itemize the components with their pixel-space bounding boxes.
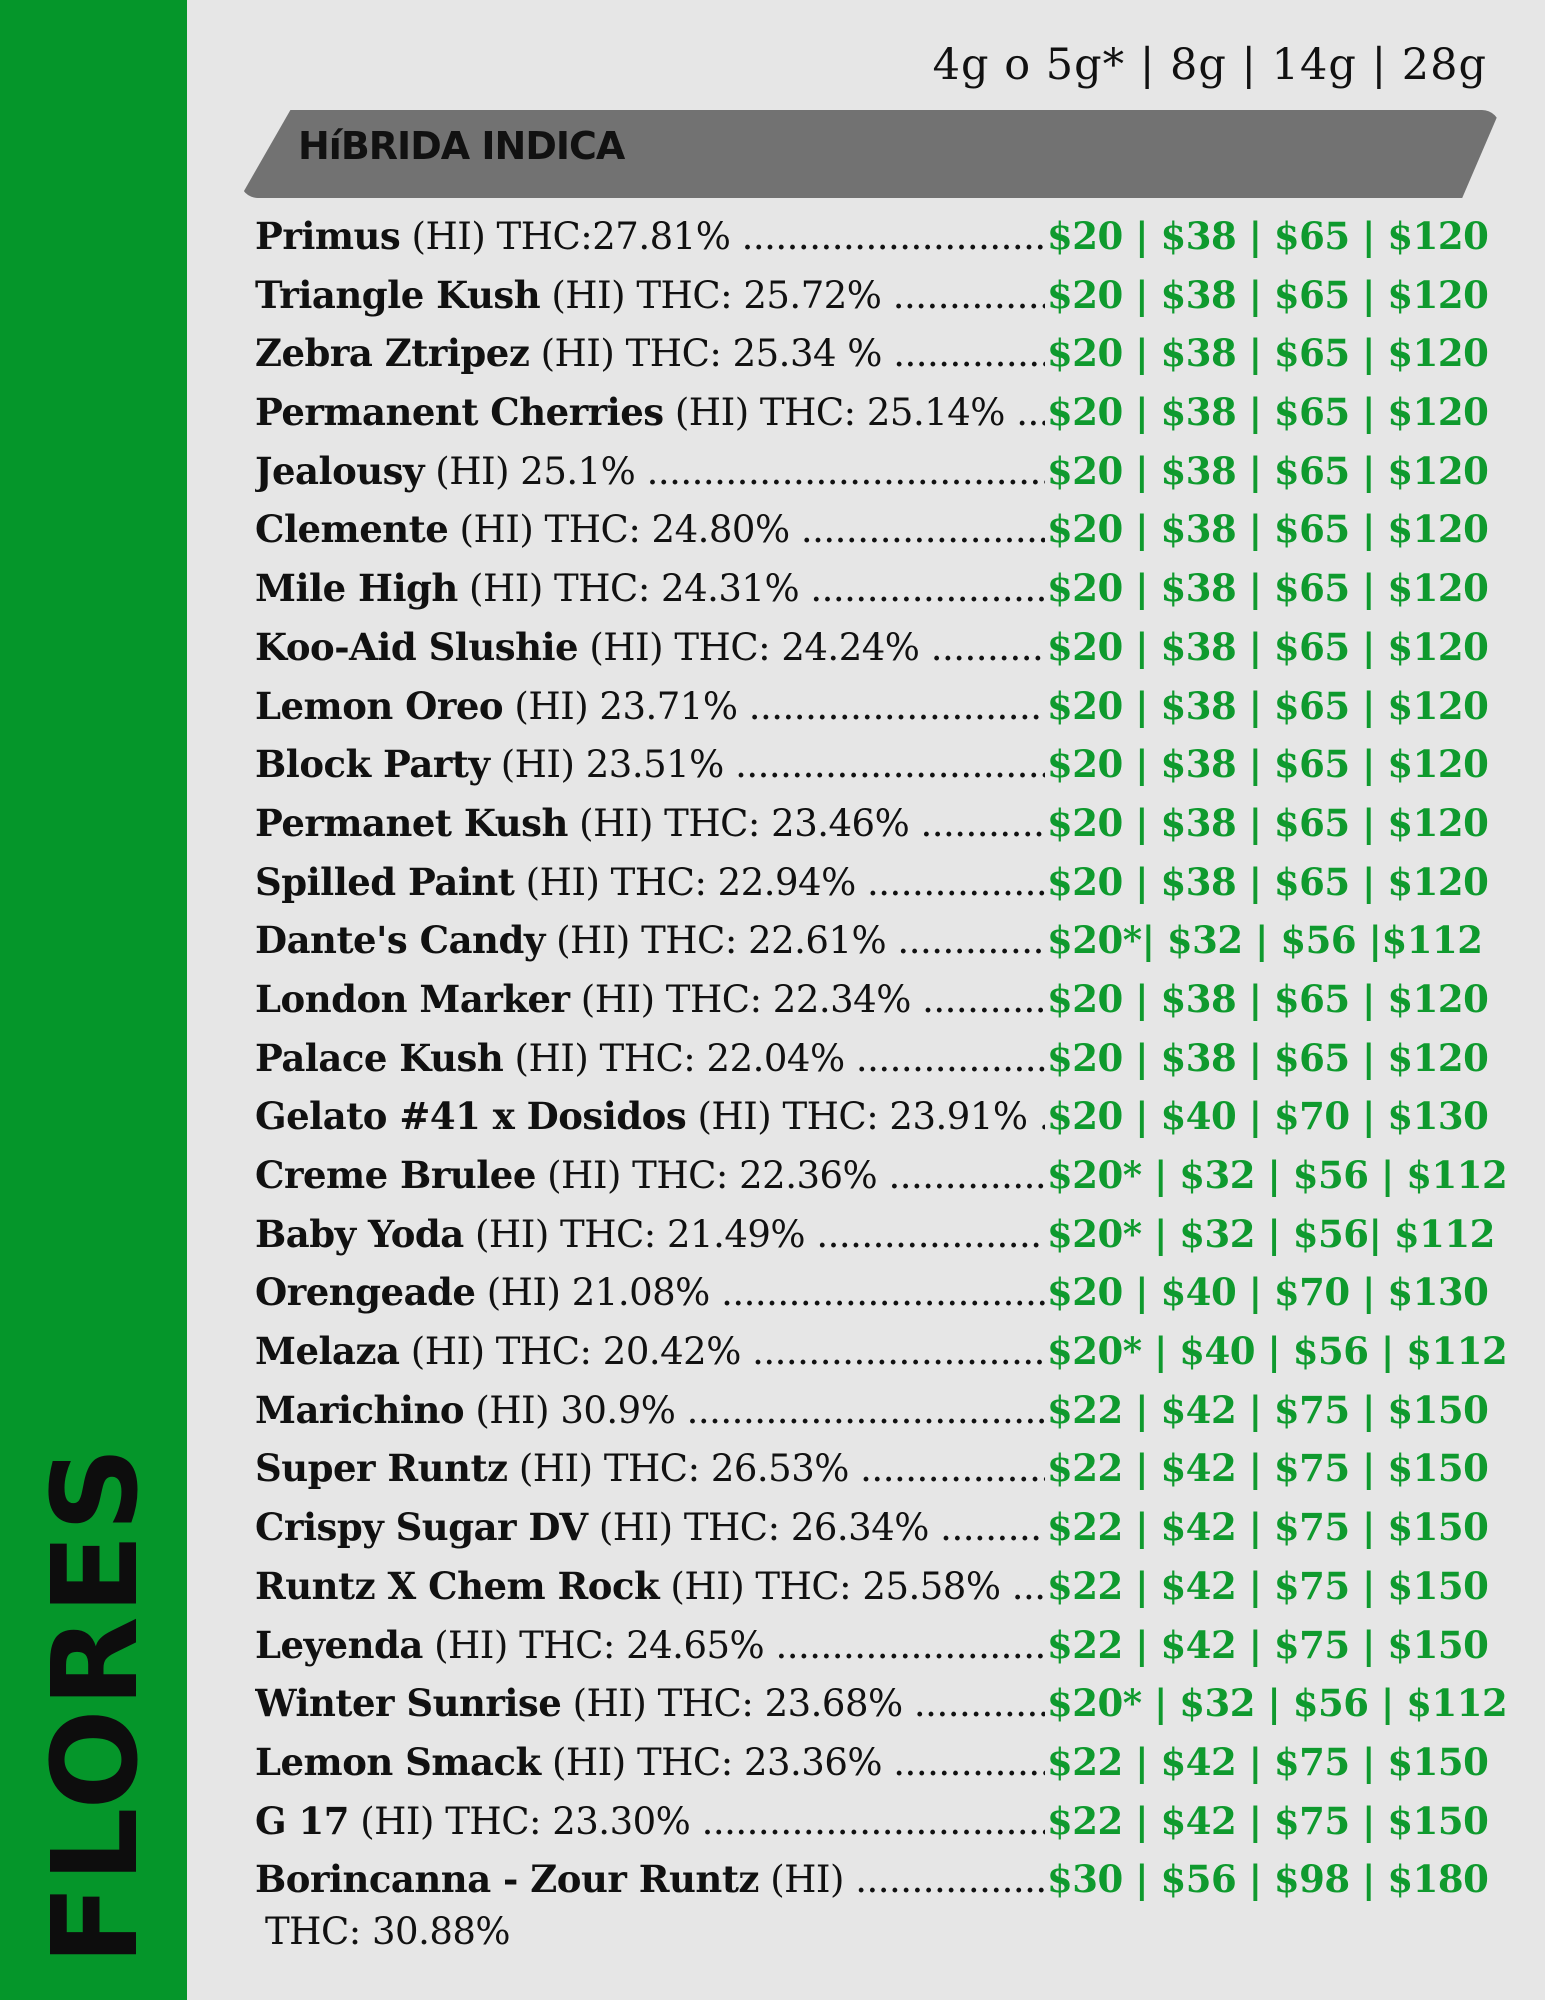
menu-item xyxy=(255,1381,1515,1440)
item-name: Baby Yoda xyxy=(255,1211,464,1256)
item-detail: (HI) THC: 23.36% xyxy=(551,1740,883,1784)
item-price: $20 | $38 | $65 | $120 xyxy=(1047,331,1489,376)
item-detail: (HI) THC: 23.30% xyxy=(360,1799,691,1843)
item-description xyxy=(255,1441,1045,1496)
menu-item xyxy=(255,1439,1515,1498)
item-detail: (HI) THC: 22.36% xyxy=(547,1154,878,1197)
item-name: Marichino xyxy=(255,1387,465,1432)
item-detail: (HI) THC: 22.94% xyxy=(525,860,856,904)
item-detail: (HI) THC: 25.58% xyxy=(670,1564,1001,1608)
item-name: Gelato #41 x Dosidos xyxy=(255,1094,687,1139)
footer-note: THC: 30.88% xyxy=(265,1910,511,1953)
item-detail: (HI) THC: 22.34% xyxy=(580,977,911,1021)
item-price: $20 | $38 | $65 | $120 xyxy=(1047,566,1489,611)
item-price: $20*| $32 | $56 |$112 xyxy=(1047,918,1483,963)
item-description xyxy=(255,209,1045,264)
item-detail: (HI) 25.1% xyxy=(435,449,636,493)
item-name: Koo-Aid Slushie xyxy=(255,624,579,669)
item-description xyxy=(255,1676,1045,1731)
item-detail: (HI) THC: 23.91% xyxy=(697,1095,1028,1139)
item-name: Primus xyxy=(255,214,401,258)
item-detail: (HI) THC: 24.24% xyxy=(589,625,920,669)
item-description xyxy=(255,1618,1045,1673)
item-description xyxy=(255,502,1045,557)
item-name: Palace Kush xyxy=(255,1035,504,1080)
item-price: $20 | $38 | $65 | $120 xyxy=(1047,390,1489,435)
item-price: $22 | $42 | $75 | $150 xyxy=(1047,1622,1489,1667)
item-price: $20 | $38 | $65 | $120 xyxy=(1047,683,1489,728)
item-price: $20 | $38 | $65 | $120 xyxy=(1047,742,1489,787)
item-name: Jealousy xyxy=(255,448,424,493)
item-name: Winter Sunrise xyxy=(255,1681,562,1726)
item-price: $20* | $32 | $56 | $112 xyxy=(1047,1681,1508,1726)
item-name: Orengeade xyxy=(255,1270,476,1315)
item-name: Zebra Ztripez xyxy=(255,331,530,376)
item-description xyxy=(255,1148,1045,1203)
item-name: Lemon Smack xyxy=(255,1739,541,1784)
item-description xyxy=(255,855,1045,910)
item-detail: (HI) THC: 22.61% xyxy=(556,919,887,963)
item-price: $20 | $38 | $65 | $120 xyxy=(1047,448,1489,493)
item-name: Triangle Kush xyxy=(255,272,541,317)
item-name: Super Runtz xyxy=(255,1446,508,1491)
item-name: Leyenda xyxy=(255,1622,423,1667)
menu-item xyxy=(255,1087,1515,1146)
item-description xyxy=(255,1383,1045,1438)
item-detail: (HI) 23.71% xyxy=(514,684,738,728)
item-name: Permanet Kush xyxy=(255,800,568,845)
item-description xyxy=(255,1794,1045,1849)
menu-item xyxy=(255,970,1515,1029)
item-price: $20 | $40 | $70 | $130 xyxy=(1047,1270,1489,1315)
item-name: G 17 xyxy=(255,1798,349,1843)
sidebar-bar xyxy=(0,0,187,2000)
menu-item xyxy=(255,1263,1515,1322)
item-price: $22 | $42 | $75 | $150 xyxy=(1047,1387,1489,1432)
size-header: 4g o 5g* | 8g | 14g | 28g xyxy=(932,40,1487,90)
menu-item xyxy=(255,500,1515,559)
item-description xyxy=(255,385,1045,440)
item-detail: (HI) THC: 26.34% xyxy=(598,1506,929,1550)
item-price: $20 | $38 | $65 | $120 xyxy=(1047,859,1489,904)
item-name: Permanent Cherries xyxy=(255,390,664,435)
item-description xyxy=(255,1735,1045,1790)
menu-item xyxy=(255,266,1515,325)
menu-item xyxy=(255,442,1515,501)
menu-item xyxy=(255,1850,1515,1909)
item-name: Creme Brulee xyxy=(255,1153,536,1197)
item-name: London Marker xyxy=(255,976,570,1021)
item-name: Block Party xyxy=(255,742,490,787)
item-price: $22 | $42 | $75 | $150 xyxy=(1047,1739,1489,1784)
item-price: $20 | $38 | $65 | $120 xyxy=(1047,976,1489,1021)
menu-item xyxy=(255,677,1515,736)
item-name: Dante's Candy xyxy=(255,918,545,963)
menu-item xyxy=(255,207,1515,266)
item-description xyxy=(255,1852,1045,1907)
item-description xyxy=(255,913,1045,968)
item-detail: (HI) THC: 25.34 % xyxy=(540,332,882,376)
menu-item xyxy=(255,1674,1515,1733)
item-description xyxy=(255,1559,1045,1614)
item-description xyxy=(255,796,1045,851)
item-detail: (HI) 23.51% xyxy=(500,743,724,787)
item-description xyxy=(255,679,1045,734)
menu-item xyxy=(255,1616,1515,1675)
item-name: Runtz X Chem Rock xyxy=(255,1563,660,1608)
menu-item xyxy=(255,1205,1515,1264)
item-detail: (HI) THC: 23.68% xyxy=(572,1682,903,1726)
item-price: $22 | $42 | $75 | $150 xyxy=(1047,1446,1489,1491)
item-detail: (HI) 21.08% xyxy=(486,1271,710,1315)
item-name: Lemon Oreo xyxy=(255,683,504,728)
item-name: Spilled Paint xyxy=(255,859,515,904)
item-name: Crispy Sugar DV xyxy=(255,1505,588,1550)
menu-item xyxy=(255,559,1515,618)
menu-item xyxy=(255,911,1515,970)
item-detail: (HI) THC: 26.53% xyxy=(518,1447,849,1491)
item-detail: (HI) THC: 22.04% xyxy=(514,1036,845,1080)
section-title: HíBRIDA INDICA xyxy=(298,124,625,168)
item-price: $20 | $38 | $65 | $120 xyxy=(1047,1035,1489,1080)
item-price: $22 | $42 | $75 | $150 xyxy=(1047,1563,1489,1608)
item-description xyxy=(255,1500,1045,1555)
menu-item xyxy=(255,1557,1515,1616)
item-name: Clemente xyxy=(255,507,449,552)
item-description xyxy=(255,326,1045,381)
item-description xyxy=(255,1265,1045,1320)
item-description xyxy=(255,620,1045,675)
item-price: $20 | $38 | $65 | $120 xyxy=(1047,214,1489,258)
menu-item xyxy=(255,1322,1515,1381)
item-price: $20* | $32 | $56| $112 xyxy=(1047,1211,1495,1256)
sidebar-title: FLORES xyxy=(26,1444,164,1966)
item-detail: (HI) THC: 24.65% xyxy=(434,1623,765,1667)
item-detail: (HI) THC:27.81% xyxy=(411,215,731,258)
item-price: $20 | $38 | $65 | $120 xyxy=(1047,624,1489,669)
menu-item xyxy=(255,794,1515,853)
item-detail: (HI) THC: 21.49% xyxy=(475,1212,806,1256)
item-description xyxy=(255,972,1045,1027)
item-price: $30 | $56 | $98 | $180 xyxy=(1047,1857,1489,1902)
item-description xyxy=(255,1089,1045,1144)
item-name: Mile High xyxy=(255,566,458,611)
item-name: Borincanna - Zour Runtz xyxy=(255,1857,759,1902)
item-description xyxy=(255,561,1045,616)
menu-item xyxy=(255,618,1515,677)
item-detail: (HI) THC: 23.46% xyxy=(579,801,910,845)
menu-item xyxy=(255,1733,1515,1792)
item-description xyxy=(255,268,1045,323)
menu-item xyxy=(255,1146,1515,1205)
item-price: $20* | $32 | $56 | $112 xyxy=(1047,1153,1508,1197)
menu-item xyxy=(255,735,1515,794)
item-detail: (HI) THC: 20.42% xyxy=(410,1330,741,1374)
item-description xyxy=(255,1324,1045,1379)
item-detail: (HI) THC: 25.14% xyxy=(674,391,1005,435)
item-description xyxy=(255,1207,1045,1262)
item-price: $20 | $38 | $65 | $120 xyxy=(1047,800,1489,845)
item-price: $20 | $40 | $70 | $130 xyxy=(1047,1094,1489,1139)
item-price: $20 | $38 | $65 | $120 xyxy=(1047,507,1489,552)
item-detail: (HI) xyxy=(770,1858,844,1902)
menu-item xyxy=(255,1029,1515,1088)
item-description xyxy=(255,737,1045,792)
menu-item xyxy=(255,383,1515,442)
item-price: $20* | $40 | $56 | $112 xyxy=(1047,1329,1508,1374)
menu-item xyxy=(255,1498,1515,1557)
menu-list xyxy=(255,207,1515,1909)
item-name: Melaza xyxy=(255,1329,400,1374)
item-detail: (HI) THC: 24.80% xyxy=(459,508,790,552)
menu-item xyxy=(255,324,1515,383)
item-price: $22 | $42 | $75 | $150 xyxy=(1047,1505,1489,1550)
item-detail: (HI) THC: 24.31% xyxy=(469,567,800,611)
item-description xyxy=(255,444,1045,499)
item-description xyxy=(255,1031,1045,1086)
menu-item xyxy=(255,1792,1515,1851)
item-price: $22 | $42 | $75 | $150 xyxy=(1047,1798,1489,1843)
menu-item xyxy=(255,853,1515,912)
item-price: $20 | $38 | $65 | $120 xyxy=(1047,272,1489,317)
item-detail: (HI) THC: 25.72% xyxy=(551,273,882,317)
item-detail: (HI) 30.9% xyxy=(475,1388,676,1432)
